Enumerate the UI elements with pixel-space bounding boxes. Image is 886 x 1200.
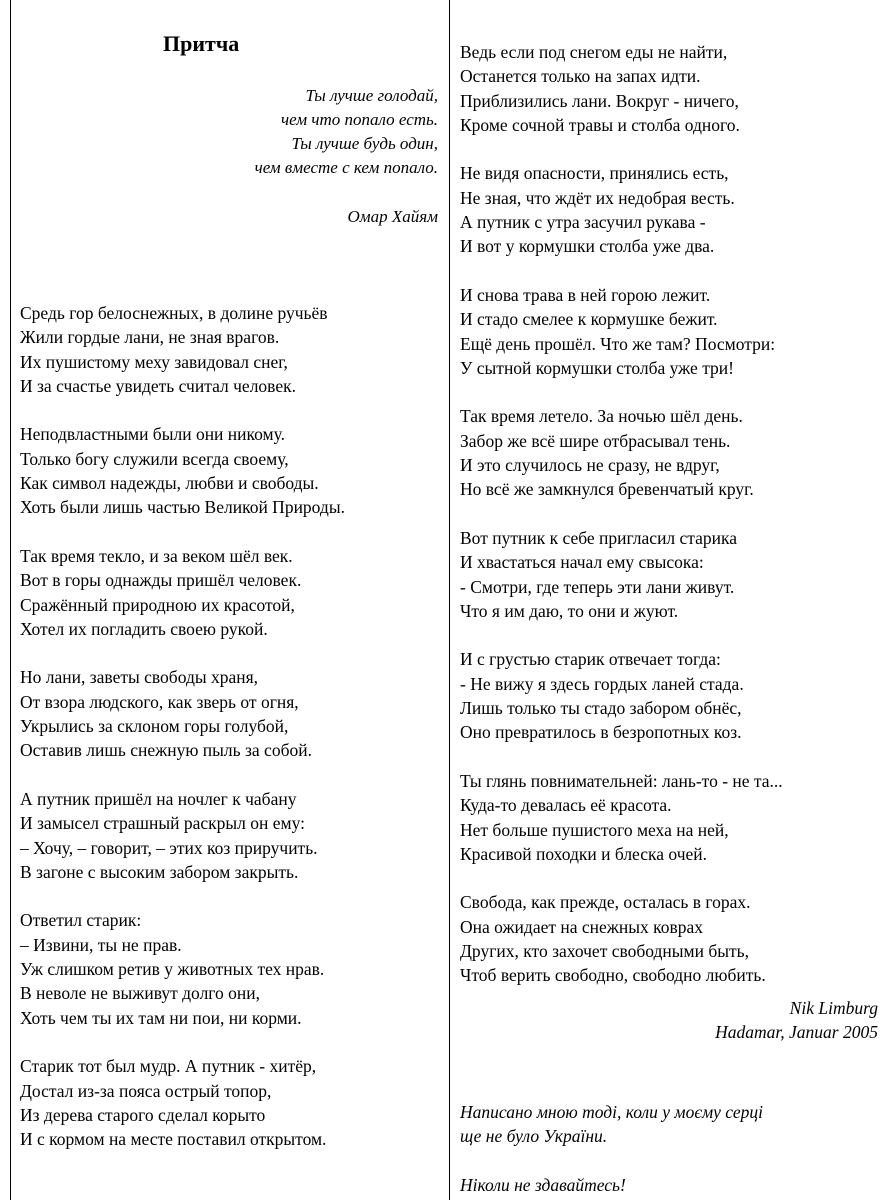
signature: [560, 996, 878, 1045]
poem-line: - Не вижу я здесь гордых ланей стада.: [460, 673, 744, 694]
poem-line: Хоть были лишь частью Великой Природы.: [20, 497, 345, 518]
poem-left-column: [20, 301, 445, 1151]
poem-line: Она ожидает на снежных коврах: [460, 916, 704, 937]
poem-line: Хоть чем ты их там ни пои, ни корми.: [20, 1007, 302, 1028]
poem-line: Куда-то девалась её красота.: [460, 795, 672, 816]
poem-line: Укрылись за склоном горы голубой,: [20, 716, 289, 737]
epigraph-line: чем что попало есть.: [281, 110, 438, 129]
note-gap: [460, 1149, 880, 1173]
poem-line: А путник пришёл на ночлег к чабану: [20, 788, 297, 809]
signature-name: Nik Limburg: [789, 998, 878, 1018]
poem-line: Других, кто захочет свободными быть,: [460, 940, 750, 961]
poem-line: И с кормом на месте поставил открытом.: [20, 1129, 327, 1150]
poem-line: Уж слишком ретив у животных тех нрав.: [20, 959, 325, 980]
poem-line: – Хочу, – говорит, – этих коз приручить.: [20, 837, 318, 858]
poem-line: Что я им даю, то они и жуют.: [460, 600, 679, 621]
poem-line: У сытной кормушки столба уже три!: [460, 357, 734, 378]
poem-line: Свобода, как прежде, осталась в горах.: [460, 892, 751, 913]
poem-line: И вот у кормушки столба уже два.: [460, 236, 715, 257]
poem-line: И стадо смелее к кормушке бежит.: [460, 309, 718, 330]
stanza: [20, 1054, 445, 1151]
poem-line: Нет больше пушистого меха на ней,: [460, 819, 729, 840]
poem-line: И хвастаться начал ему свысока:: [460, 552, 704, 573]
epigraph-line: Ты лучше будь один,: [291, 134, 438, 153]
stanza: [460, 161, 880, 258]
stanza: [460, 526, 880, 623]
poem-right-column: [460, 40, 880, 988]
stanza: [460, 40, 880, 137]
note-line: Написано мною тоді, коли у моєму серці: [460, 1102, 763, 1122]
stanza: [20, 422, 445, 519]
poem-line: Старик тот был мудр. А путник - хитёр,: [20, 1056, 317, 1077]
poem-line: Жили гордые лани, не зная врагов.: [20, 327, 280, 348]
epigraph: [200, 84, 438, 180]
poem-line: Красивой походки и блеска очей.: [460, 843, 708, 864]
poem-line: – Извини, ты не прав.: [20, 934, 182, 955]
poem-line: Вот в горы однажды пришёл человек.: [20, 570, 302, 591]
author-note: [460, 1100, 880, 1197]
signature-place-date: Hadamar, Januar 2005: [715, 1022, 878, 1043]
poem-line: Ещё день прошёл. Что же там? Посмотри:: [460, 333, 776, 354]
poem-line: Оставив лишь снежную пыль за собой.: [20, 740, 312, 761]
poem-line: Хотел их погладить своею рукой.: [20, 618, 268, 639]
poem-line: Ответил старик:: [20, 910, 142, 931]
poem-line: Сражённый природною их красотой,: [20, 594, 295, 615]
stanza: [20, 301, 445, 398]
stanza: [20, 544, 445, 641]
poem-line: Но всё же замкнулся бревенчатый круг.: [460, 479, 754, 500]
epigraph-line: Ты лучше голодай,: [305, 86, 438, 105]
note-line: ще не було України.: [460, 1126, 608, 1147]
poem-title: Притча: [163, 31, 240, 56]
poem-line: Чтоб верить свободно, свободно любить.: [460, 965, 766, 986]
poem-line: Ведь если под снегом еды не найти,: [460, 42, 728, 62]
poem-line: Оно превратилось в безропотных коз.: [460, 722, 742, 743]
poem-line: В загоне с высоким забором закрыть.: [20, 861, 299, 882]
poem-line: Забор же всё шире отбрасывал тень.: [460, 430, 731, 451]
poem-line: Достал из-за пояса острый топор,: [20, 1080, 272, 1101]
poem-line: И замысел страшный раскрыл он ему:: [20, 813, 305, 834]
poem-line: От взора людского, как зверь от огня,: [20, 691, 299, 712]
poem-line: Приблизились лани. Вокруг - ничего,: [460, 90, 739, 111]
poem-line: Только богу служили всегда своему,: [20, 448, 289, 469]
poem-line: И с грустью старик отвечает тогда:: [460, 649, 721, 670]
epigraph-author: Омар Хайям: [347, 207, 438, 226]
stanza: [20, 787, 445, 884]
stanza: [460, 404, 880, 501]
poem-line: - Смотри, где теперь эти лани живут.: [460, 576, 735, 597]
poem-line: Не видя опасности, принялись есть,: [460, 163, 729, 184]
stanza: [460, 890, 880, 987]
poem-line: В неволе не выживут долго они,: [20, 983, 261, 1004]
poem-line: Останется только на запах идти.: [460, 66, 701, 87]
stanza: [20, 665, 445, 762]
poem-line: Кроме сочной травы и столба одного.: [460, 114, 740, 135]
poem-line: Так время текло, и за веком шёл век.: [20, 545, 293, 566]
poem-line: И это случилось не сразу, не вдруг,: [460, 455, 720, 476]
column-divider-line: [449, 0, 450, 1200]
stanza: [460, 647, 880, 744]
stanza: [460, 769, 880, 866]
poem-line: И снова трава в ней горою лежит.: [460, 284, 711, 305]
poem-line: Средь гор белоснежных, в долине ручьёв: [20, 303, 328, 323]
note-line: Ніколи не здавайтесь!: [460, 1174, 626, 1195]
left-border-line: [10, 0, 11, 1200]
poem-line: Ты глянь повнимательней: лань-то - не та...: [460, 770, 783, 791]
epigraph-line: чем вместе с кем попало.: [254, 158, 438, 177]
poem-line: Но лани, заветы свободы храня,: [20, 667, 259, 688]
poem-line: Из дерева старого сделал корыто: [20, 1104, 266, 1125]
poem-line: Не зная, что ждёт их недобрая весть.: [460, 187, 735, 208]
poem-line: Вот путник к себе пригласил старика: [460, 527, 738, 548]
poem-line: Неподвластными были они никому.: [20, 424, 286, 445]
poem-line: Их пушистому меху завидовал снег,: [20, 351, 288, 372]
poem-line: Как символ надежды, любви и свободы.: [20, 473, 319, 494]
poem-line: Так время летело. За ночью шёл день.: [460, 406, 743, 427]
stanza: [20, 908, 445, 1029]
poem-line: И за счастье увидеть считал человек.: [20, 375, 296, 396]
stanza: [460, 283, 880, 380]
poem-line: А путник с утра засучил рукава -: [460, 212, 706, 233]
poem-line: Лишь только ты стадо забором обнёс,: [460, 698, 742, 719]
